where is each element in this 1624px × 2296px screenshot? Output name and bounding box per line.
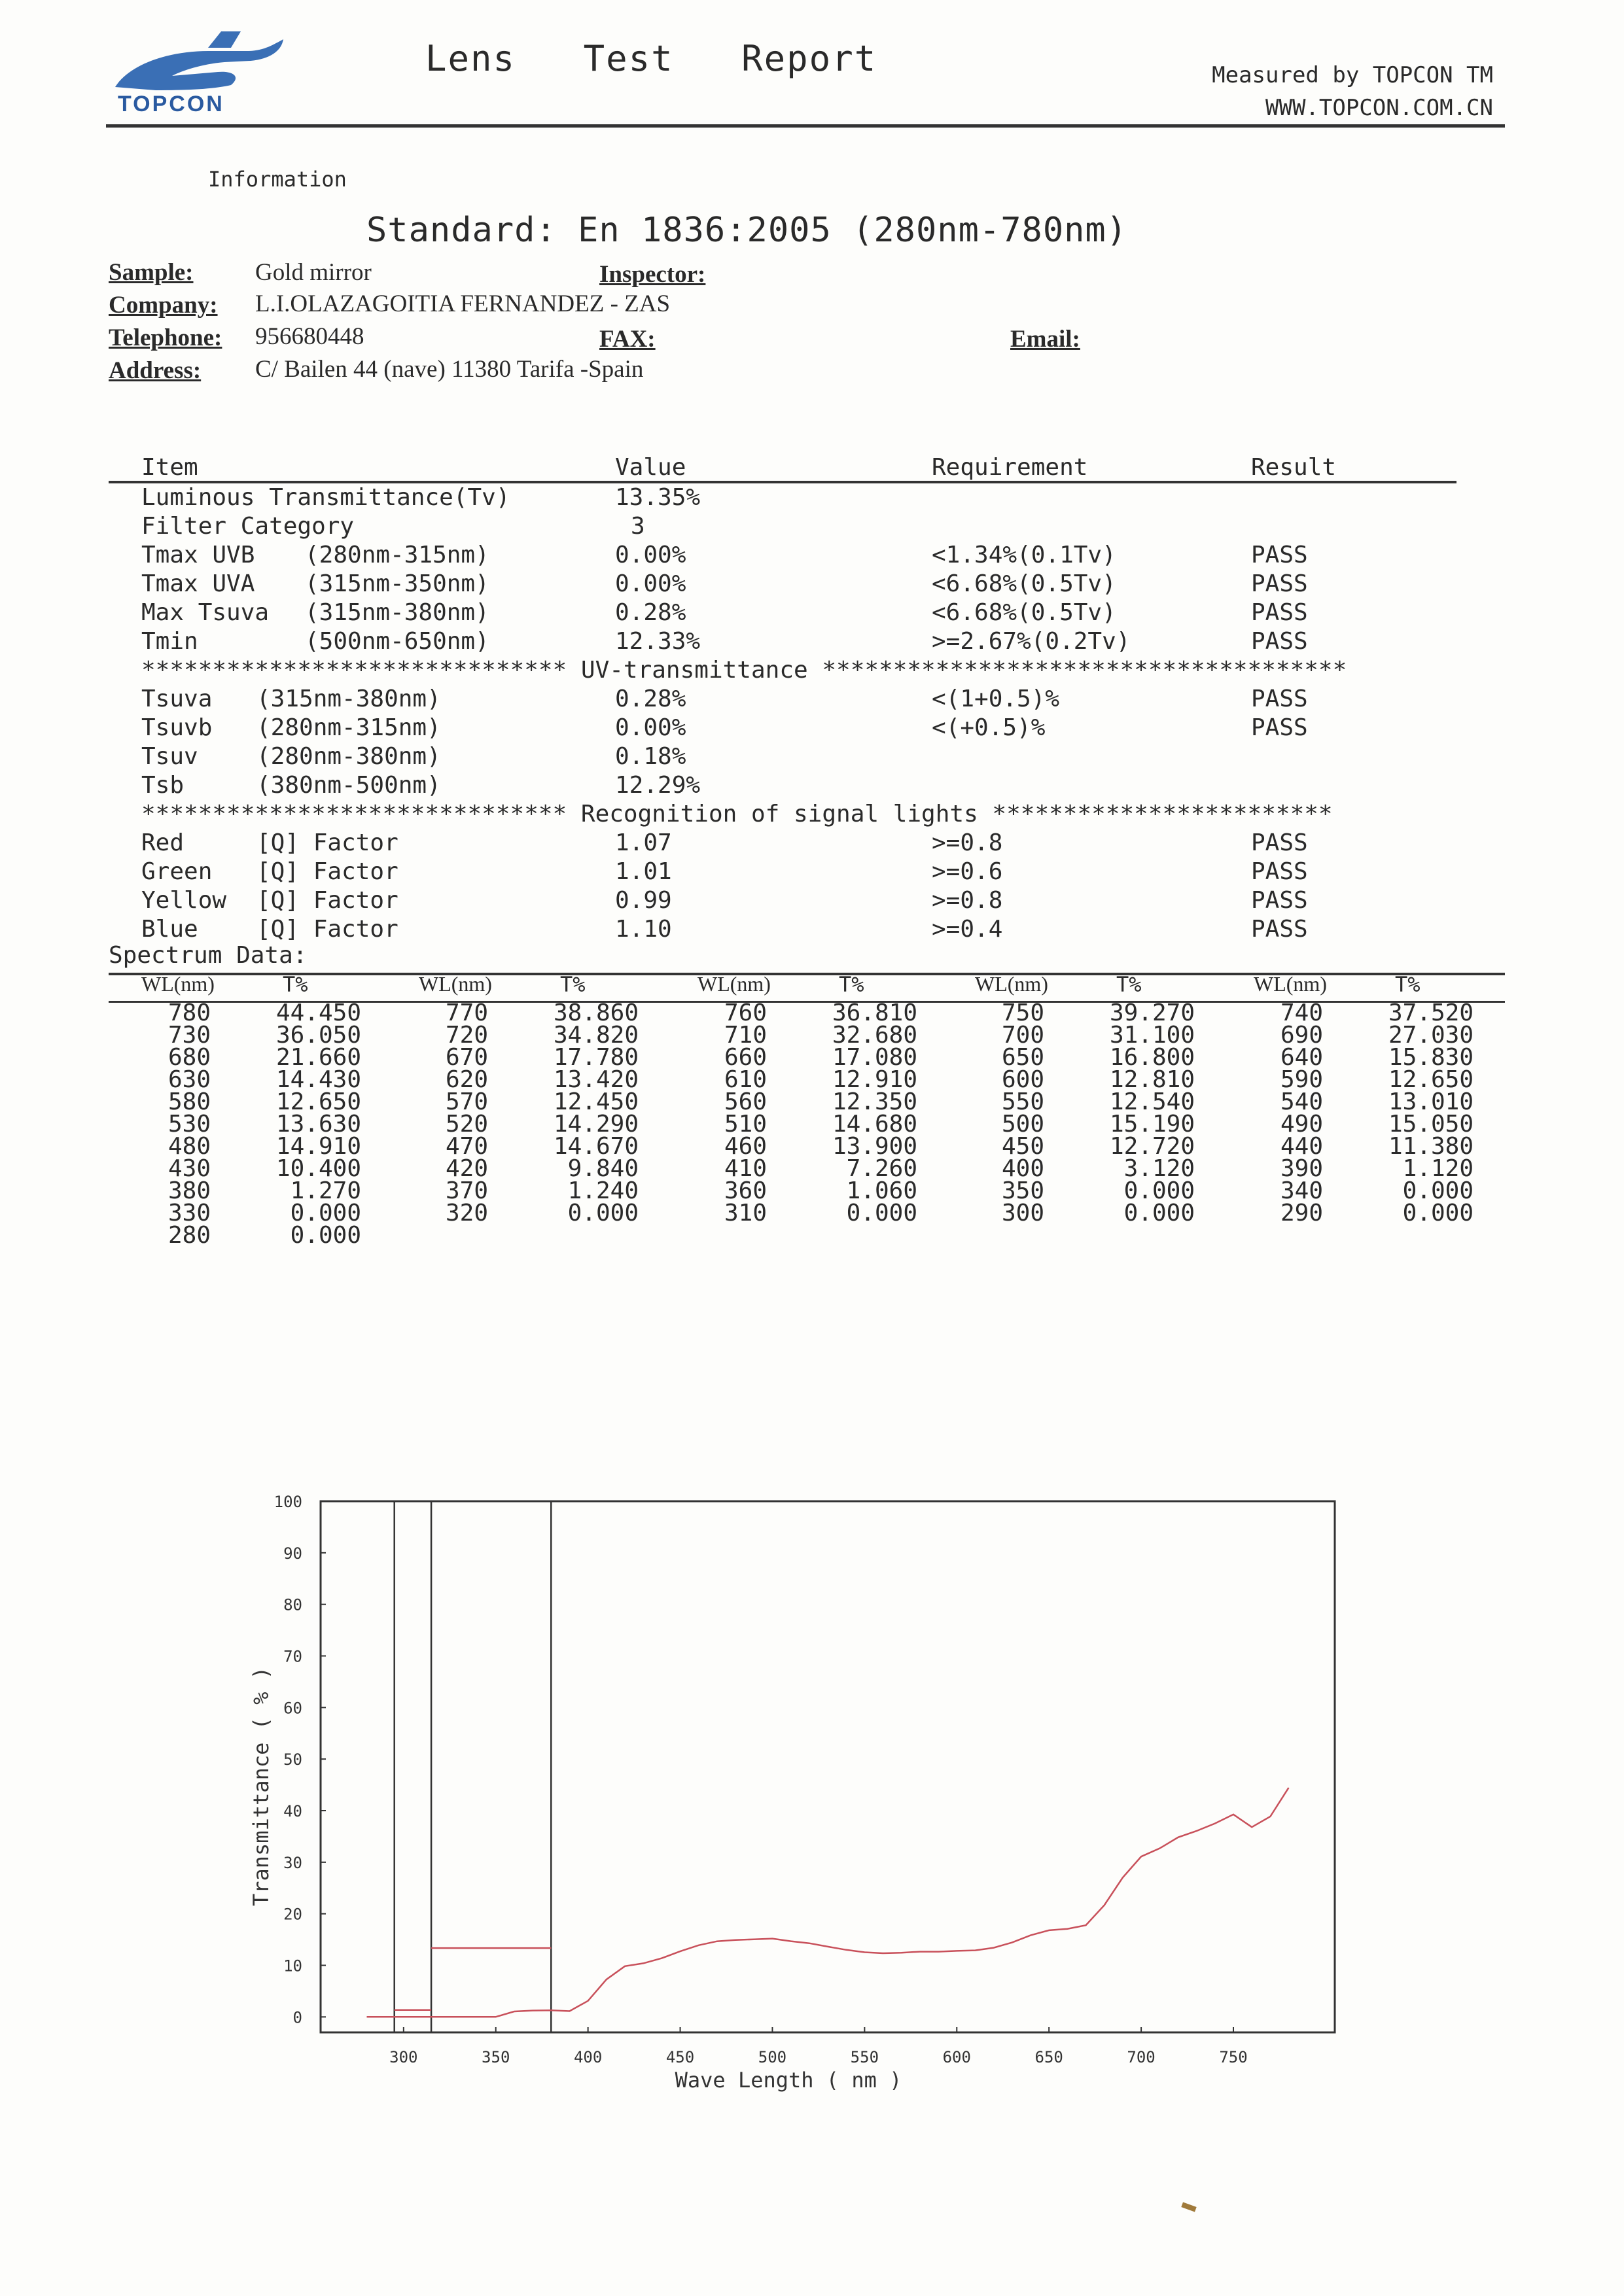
spectrum-t: 39.270 [1109,1000,1195,1026]
spectrum-wl: 320 [445,1200,488,1226]
result-row [0,513,1624,542]
spectrum-wl: 470 [445,1133,488,1160]
y-tick-label: 10 [283,1957,302,1975]
x-tick-label: 300 [389,2048,418,2066]
spectrum-wl: 380 [168,1177,211,1204]
y-tick-label: 50 [283,1750,302,1769]
result-item: Max Tsuva [141,599,270,626]
spectrum-wl: 520 [445,1111,488,1138]
spectrum-t: 34.820 [553,1022,639,1049]
result-range: (380nm-500nm) [256,772,441,799]
spectrum-t: 12.650 [1388,1066,1474,1093]
measured-by: Measured by TOPCON TM [1212,62,1493,88]
spectrum-t: 0.000 [846,1200,917,1226]
spectrum-t: 1.270 [290,1177,361,1204]
y-tick-label: 100 [274,1493,302,1511]
result-value: 0.00% [615,542,686,568]
spectrum-wl: 360 [724,1177,767,1204]
spectrum-t: 12.350 [832,1088,917,1115]
spectrum-wl: 760 [724,1000,767,1026]
address-label: Address: [109,357,202,384]
y-tick-label: 30 [283,1853,302,1872]
spectrum-wl: 550 [1001,1088,1044,1115]
results-rule [109,481,1456,483]
spectrum-wl: 410 [724,1155,767,1182]
spectrum-wl: 490 [1280,1111,1323,1138]
spectrum-t: 15.190 [1109,1111,1195,1138]
result-requirement: >=0.8 [932,829,1003,856]
result-item: Tsuva [141,686,213,712]
company-value: L.I.OLAZAGOITIA FERNANDEZ - ZAS [255,290,671,317]
spectrum-wl: 570 [445,1088,488,1115]
spectrum-wl: 600 [1001,1066,1044,1093]
y-axis-label: Transmittance ( % ) [249,1666,274,1907]
result-range: (315nm-380nm) [256,686,441,712]
spectrum-wl-header: WL(nm) [1254,972,1327,996]
result-value: 0.00% [615,570,686,597]
result-item: Green [141,858,213,885]
result-item: Luminous Transmittance(Tv) [141,484,510,511]
spectrum-t-header: T% [1116,972,1142,997]
divider-text: ****************************** Recognition of signal lights ************************ [141,801,1333,827]
spectrum-t: 36.810 [832,1000,917,1026]
result-value: 13.35% [615,484,701,511]
result-row [0,628,1624,657]
spectrum-wl: 300 [1001,1200,1044,1226]
spectrum-row [0,1044,1624,1071]
spectrum-t: 1.060 [846,1177,917,1204]
spectrum-t: 10.400 [275,1155,361,1182]
spectrum-t: 1.240 [567,1177,639,1204]
spectrum-wl: 770 [445,1000,488,1026]
result-requirement: >=0.6 [932,858,1003,885]
result-value: 3 [631,513,645,540]
spectrum-t-header: T% [560,972,586,997]
result-row [0,858,1624,887]
spectrum-wl: 710 [724,1022,767,1049]
col-item: Item [141,454,198,481]
result-status: PASS [1251,542,1308,568]
result-range: (280nm-380nm) [256,743,441,770]
spectrum-t: 14.680 [832,1111,917,1138]
inspector-label: Inspector: [599,261,706,288]
sample-value: Gold mirror [255,259,372,286]
x-tick-label: 600 [942,2048,971,2066]
spectrum-t: 17.080 [832,1044,917,1071]
spectrum-wl: 720 [445,1022,488,1049]
result-status: PASS [1251,858,1308,885]
result-requirement: <(+0.5)% [932,714,1046,741]
result-status: PASS [1251,599,1308,626]
report-title: Lens Test Report [425,38,877,79]
spectrum-t: 17.780 [553,1044,639,1071]
spectrum-wl: 430 [168,1155,211,1182]
x-axis-label: Wave Length ( nm ) [675,2068,902,2093]
result-requirement: <1.34%(0.1Tv) [932,542,1116,568]
spectrum-t-header: T% [1395,972,1421,997]
spectrum-t: 0.000 [1402,1177,1474,1204]
standard-title: Standard: En 1836:2005 (280nm-780nm) [366,211,1128,250]
x-tick-label: 650 [1034,2048,1063,2066]
result-range: [Q] Factor [256,858,398,885]
measured-by-block [1212,59,1493,124]
result-row [0,484,1624,513]
result-item: Filter Category [141,513,355,540]
spectrum-t: 15.830 [1388,1044,1474,1071]
result-row [0,916,1624,945]
result-row [0,542,1624,570]
result-value: 1.07 [615,829,672,856]
col-requirement: Requirement [932,454,1088,481]
result-requirement: <(1+0.5)% [932,686,1060,712]
result-value: 0.00% [615,714,686,741]
spectrum-t: 0.000 [290,1200,361,1226]
spectrum-t: 13.900 [832,1133,917,1160]
company-label: Company: [109,292,218,319]
spectrum-t: 12.720 [1109,1133,1195,1160]
x-tick-label: 400 [573,2048,603,2066]
spectrum-t: 12.810 [1109,1066,1195,1093]
spectrum-wl: 640 [1280,1044,1323,1071]
spectrum-wl: 350 [1001,1177,1044,1204]
spectrum-t: 14.430 [275,1066,361,1093]
spectrum-t: 3.120 [1123,1155,1195,1182]
spectrum-t: 14.910 [275,1133,361,1160]
spectrum-wl: 620 [445,1066,488,1093]
result-item: Red [141,829,185,856]
spectrum-wl: 450 [1001,1133,1044,1160]
spectrum-row [0,1024,1624,1047]
spectrum-wl: 660 [724,1044,767,1071]
plot-frame [321,1501,1335,2032]
result-range: (280nm-315nm) [305,542,489,568]
telephone-value: 956680448 [255,323,364,350]
result-value: 0.28% [615,599,686,626]
spectrum-wl: 590 [1280,1066,1323,1093]
spectrum-t: 0.000 [567,1200,639,1226]
result-item: Tmin [141,628,198,655]
spectrum-t-header: T% [283,972,308,997]
spectrum-t: 0.000 [1123,1177,1195,1204]
spectrum-row [0,1202,1624,1225]
result-requirement: <6.68%(0.5Tv) [932,570,1116,597]
spectrum-wl-header: WL(nm) [975,972,1048,996]
spectrum-wl: 580 [168,1088,211,1115]
spectrum-t: 12.450 [553,1088,639,1115]
spectrum-wl: 690 [1280,1022,1323,1049]
y-tick-label: 60 [283,1699,302,1718]
address-value: C/ Bailen 44 (nave) 11380 Tarifa -Spain [255,356,644,383]
header-rule [106,124,1505,128]
spectrum-t: 36.050 [275,1022,361,1049]
spectrum-t: 12.540 [1109,1088,1195,1115]
spectrum-t: 14.670 [553,1133,639,1160]
paper-speck [1181,2202,1196,2212]
result-range: [Q] Factor [256,829,398,856]
result-value: 12.29% [615,772,701,799]
result-value: 0.99 [615,887,672,914]
spectrum-t: 9.840 [567,1155,639,1182]
col-value: Value [615,454,686,481]
section-divider [0,657,1624,686]
spectrum-wl: 420 [445,1155,488,1182]
spectrum-wl: 670 [445,1044,488,1071]
result-status: PASS [1251,686,1308,712]
spectrum-t: 13.630 [275,1111,361,1138]
x-tick-label: 500 [758,2048,787,2066]
spectrum-row [0,1113,1624,1136]
spectrum-t: 16.800 [1109,1044,1195,1071]
spectrum-wl-header: WL(nm) [697,972,771,996]
result-requirement: <6.68%(0.5Tv) [932,599,1116,626]
spectrum-t: 31.100 [1109,1022,1195,1049]
spectrum-t: 13.420 [553,1066,639,1093]
spectrum-wl: 780 [168,1000,211,1026]
result-item: Tmax UVB [141,542,255,568]
result-requirement: >=0.4 [932,916,1003,943]
topcon-logo [110,25,293,116]
spectrum-wl: 330 [168,1200,211,1226]
spectrum-wl: 510 [724,1111,767,1138]
result-item: Yellow [141,887,227,914]
result-item: Tsb [141,772,185,799]
result-status: PASS [1251,829,1308,856]
result-row [0,743,1624,772]
spectrum-wl: 440 [1280,1133,1323,1160]
result-value: 1.10 [615,916,672,943]
spectrum-wl: 460 [724,1133,767,1160]
spectrum-wl: 370 [445,1177,488,1204]
spectrum-label: Spectrum Data: [109,942,308,969]
spectrum-wl: 280 [168,1222,211,1249]
result-item: Tsuvb [141,714,213,741]
spectrum-t: 7.260 [846,1155,917,1182]
spectrum-t: 44.450 [275,1000,361,1026]
spectrum-wl: 340 [1280,1177,1323,1204]
x-tick-label: 450 [665,2048,695,2066]
result-value: 1.01 [615,858,672,885]
result-range: [Q] Factor [256,887,398,914]
spectrum-row [0,1155,1624,1182]
spectrum-wl: 650 [1001,1044,1044,1071]
result-row [0,570,1624,599]
result-range: (280nm-315nm) [256,714,441,741]
spectrum-row [0,1066,1624,1093]
result-status: PASS [1251,916,1308,943]
result-value: 0.28% [615,686,686,712]
spectrum-t: 0.000 [1123,1200,1195,1226]
y-tick-label: 90 [283,1544,302,1563]
spectrum-wl: 530 [168,1111,211,1138]
spectrum-t: 1.120 [1402,1155,1474,1182]
spectrum-t: 0.000 [1402,1200,1474,1226]
y-tick-label: 20 [283,1905,302,1924]
result-item: Tsuv [141,743,198,770]
result-status: PASS [1251,714,1308,741]
spectrum-wl: 750 [1001,1000,1044,1026]
brand-text: TOPCON [118,92,224,116]
result-item: Blue [141,916,198,943]
result-requirement: >=0.8 [932,887,1003,914]
spectrum-wl: 400 [1001,1155,1044,1182]
col-result: Result [1251,454,1337,481]
spectrum-row [0,1222,1624,1249]
result-row [0,686,1624,714]
result-item: Tmax UVA [141,570,255,597]
result-range: (315nm-350nm) [305,570,489,597]
divider-text: ****************************** UV-transmittance ************************************* [141,657,1347,684]
spectrum-wl: 290 [1280,1200,1323,1226]
spectrum-wl: 680 [168,1044,211,1071]
spectrum-t-header: T% [839,972,864,997]
spectrum-row [0,1002,1624,1024]
result-range: (500nm-650nm) [305,628,489,655]
result-status: PASS [1251,887,1308,914]
spectrum-wl-header: WL(nm) [419,972,492,996]
x-tick-label: 350 [482,2048,510,2066]
spectrum-wl: 630 [168,1066,211,1093]
spectrum-t: 32.680 [832,1022,917,1049]
spectrum-t: 11.380 [1388,1133,1474,1160]
spectrum-wl: 310 [724,1200,767,1226]
spectrum-wl: 480 [168,1133,211,1160]
spectrum-wl: 700 [1001,1022,1044,1049]
spectrum-t: 0.000 [290,1222,361,1249]
website: WWW.TOPCON.COM.CN [1265,95,1493,121]
y-tick-label: 80 [283,1595,302,1614]
spectrum-t: 27.030 [1388,1022,1474,1049]
spectrum-wl: 740 [1280,1000,1323,1026]
spectrum-t: 14.290 [553,1111,639,1138]
section-divider [0,801,1624,829]
spectrum-wl-header: WL(nm) [141,972,215,996]
spectrum-wl: 390 [1280,1155,1323,1182]
result-row [0,599,1624,628]
result-range: [Q] Factor [256,916,398,943]
x-tick-label: 700 [1127,2048,1156,2066]
spectrum-wl: 500 [1001,1111,1044,1138]
spectrum-row [0,1133,1624,1160]
spectrum-row [0,1177,1624,1204]
result-value: 12.33% [615,628,701,655]
result-row [0,714,1624,743]
y-tick-label: 40 [283,1802,302,1821]
transmittance-chart [242,1475,1354,2110]
result-row [0,829,1624,858]
result-range: (315nm-380nm) [305,599,489,626]
spectrum-t: 12.910 [832,1066,917,1093]
email-label: Email: [1010,326,1080,353]
spectrum-t: 13.010 [1388,1088,1474,1115]
x-tick-label: 550 [850,2048,879,2066]
spectrum-wl: 540 [1280,1088,1323,1115]
sample-label: Sample: [109,259,194,286]
spectrum-t: 12.650 [275,1088,361,1115]
spectrum-t: 21.660 [275,1044,361,1071]
spectrum-wl: 730 [168,1022,211,1049]
y-tick-label: 70 [283,1647,302,1666]
spectrum-wl: 610 [724,1066,767,1093]
telephone-label: Telephone: [109,324,222,351]
spectrum-t: 37.520 [1388,1000,1474,1026]
result-value: 0.18% [615,743,686,770]
spectrum-t: 38.860 [553,1000,639,1026]
result-row [0,772,1624,801]
result-status: PASS [1251,570,1308,597]
spectrum-row [0,1088,1624,1115]
spectrum-t: 15.050 [1388,1111,1474,1138]
y-tick-label: 0 [292,2008,302,2027]
result-requirement: >=2.67%(0.2Tv) [932,628,1131,655]
result-status: PASS [1251,628,1308,655]
results-header [0,454,1624,483]
fax-label: FAX: [599,326,656,353]
result-row [0,887,1624,916]
information-label: Information [208,167,347,192]
x-tick-label: 750 [1219,2048,1248,2066]
spectrum-wl: 560 [724,1088,767,1115]
transmittance-curve [367,1788,1289,2017]
